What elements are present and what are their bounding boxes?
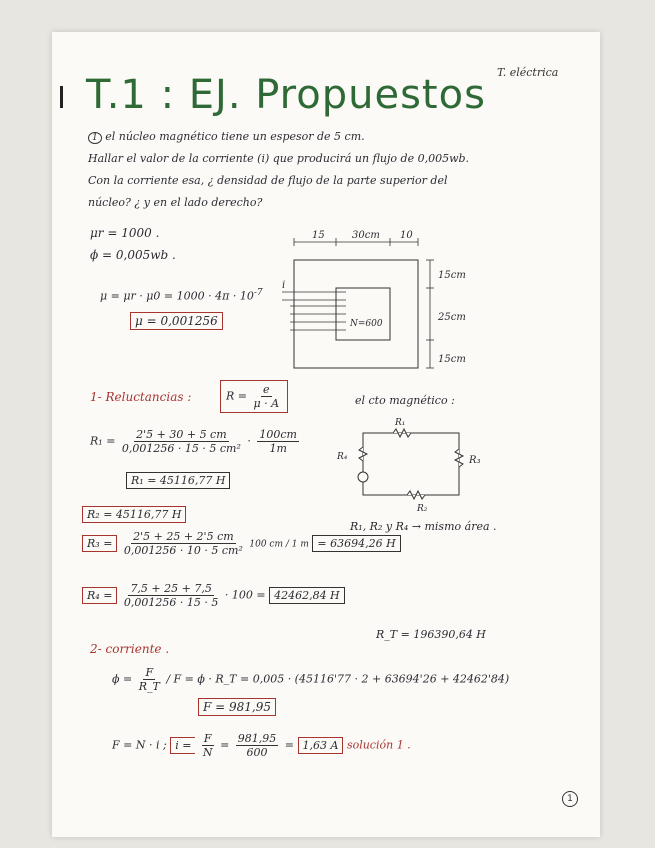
step1-label: 1- Reluctancias : — [90, 390, 192, 404]
coil-label: N=600 — [350, 319, 383, 329]
dim-top-2: 30cm — [352, 230, 380, 241]
current-label: i — [282, 280, 286, 291]
phi-value: ϕ = 0,005wb . — [90, 248, 176, 262]
dim-right-3: 15cm — [438, 354, 466, 365]
dim-right-1: 15cm — [438, 270, 466, 281]
problem-line-2: Hallar el valor de la corriente (i) que producirá un flujo de 0,005wb. — [88, 152, 470, 165]
dim-top-1: 15 — [312, 230, 325, 241]
subject-label: T. eléctrica — [497, 66, 559, 79]
page-number: 1 — [562, 791, 578, 807]
mu-expression: $\mu = \mu r \cdot \mu 0 = 1000 \cdot 4\pi \cdot 10^{-7}$ — [100, 288, 263, 303]
f-result: F = 981,95 — [198, 700, 276, 714]
mu-result: μ = 0,001256 — [130, 314, 223, 328]
r3-calculation: R₃ = $\frac{2'5 + 25 + 2'5 cm}{\text{0,001256 · 10 · 5 cm²}}$ 100 cm / 1 m = 63694,26 H — [82, 530, 401, 557]
problem-line-1: 1 el núcleo magnético tiene un espesor de 5 cm. — [88, 130, 365, 143]
circuit-title: el cto magnético : — [355, 394, 455, 407]
circuit-r4: R₄ — [337, 452, 348, 462]
problem-number: 1 — [88, 132, 102, 144]
reluctance-formula: R = $\frac{e}{\mu \cdot A}$ — [220, 380, 288, 413]
mur-value: μr = 1000 . — [90, 226, 160, 240]
circuit-r2: R₂ — [417, 504, 428, 514]
binder-mark — [60, 86, 63, 108]
circuit-r3: R₃ — [469, 455, 481, 466]
current-equation: F = N · i ; i = $\frac{F}{N}$ = $\frac{981,95}{600}$ = 1,63 A solución 1 . — [112, 732, 411, 759]
page-title: T.1 : EJ. Propuestos — [86, 72, 486, 118]
r1-calculation: R₁ = $\frac{2'5 + 30 + 5 cm}{\text{0,001256 · 15 · 5 cm²}}$ · $\frac{100cm}{1m}$ — [90, 428, 297, 455]
step2-label: 2- corriente . — [90, 642, 170, 656]
problem-line-4: núcleo? ¿ y en el lado derecho? — [88, 196, 263, 209]
magnetic-circuit-diagram — [335, 415, 505, 515]
flux-equation: ϕ = $\frac{F}{R\_T}$ / F = ϕ · R_T = 0,005 · (45116'77 · 2 + 63694'26 + 42462'84) — [112, 666, 510, 693]
r1-result: R₁ = 45116,77 H — [126, 474, 230, 487]
same-area-note: R₁, R₂ y R₄ → mismo área . — [350, 520, 497, 533]
r2-result: R₂ = 45116,77 H — [82, 508, 186, 521]
problem-line-3: Con la corriente esa, ¿ densidad de flujo de la parte superior del — [88, 174, 448, 187]
r4-calculation: R₄ = $\frac{7,5 + 25 + 7,5}{0,001256 \cdot 15 \cdot 5}$ · 100 = 42462,84 H — [82, 582, 345, 609]
dim-top-3: 10 — [400, 230, 413, 241]
rt-total: R_T = 196390,64 H — [376, 628, 486, 641]
magnetic-core-diagram — [280, 228, 500, 373]
dim-right-2: 25cm — [438, 312, 466, 323]
circuit-r1: R₁ — [395, 418, 406, 428]
